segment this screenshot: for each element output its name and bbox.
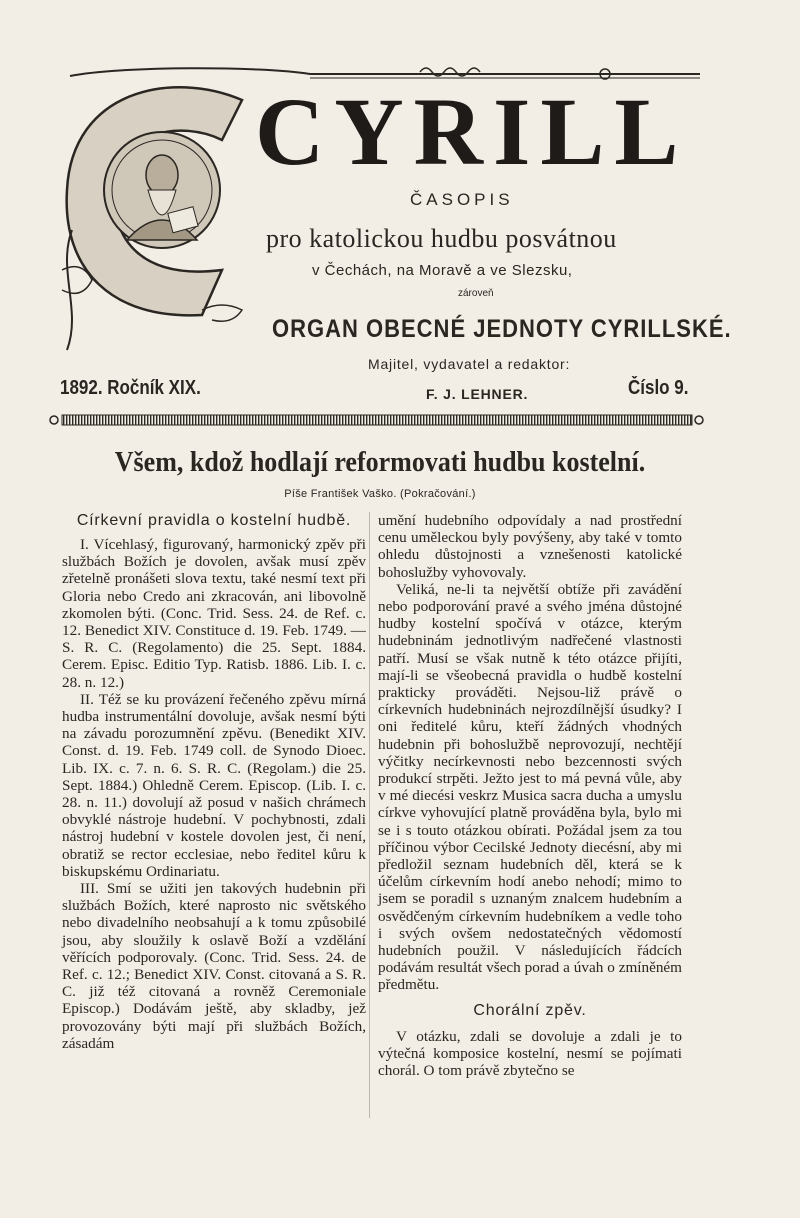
paragraph: I. Vícehlasý, figurovaný, harmonický zpěv při službách Božích je dovolen, avšak musí zpěv zřetelně pronášeti slova textu, také nesmí text při Gloria nebo Credo ani zkracován, ani libovolně zkomolen býti. (Conc. Trid. Sess. 24. de Ref. c. 12. Benedict XIV. Constituce d. 19. Feb. 1749. — S. R. C. (Regolamento) die 25. Sept. 1884. Cerem. Episc. Editio Typ. Ratisb. 1886. Lib. I. c. 28. n. 12.) [62, 536, 366, 691]
paragraph: III. Smí se užiti jen takových hudebnin při službách Božích, které naprosto nic světského nebo divadelního neobsahují a k tomu způsobilé jsou, aby sloužily k oslavě Boží a vzdělání věřících podporovaly. (Conc. Trid. Sess. 24. de Ref. c. 12.; Benedict XIV. Const. citovaná a S. R. C. již též citovaná a rovněž Ceremoniale Episcop.) Dodávám ještě, aby skladby, jež provozovány býti mají při službách Božích, zásadám [62, 880, 366, 1052]
header-rule [48, 412, 706, 428]
article-byline: Píše František Vaško. (Pokračování.) [284, 488, 476, 500]
subtitle-line-1: pro katolickou hudbu posvátnou [266, 224, 617, 253]
paragraph: umění hudebního odpovídaly a nad prostřední cenu uměleckou byly povýšeny, aby také v tomto ohledu důstojnosti a vznešenosti katolické bohoslužby vyhovovaly. [378, 512, 682, 581]
article-title: Všem, kdož hodlají reformovati hudbu kostelní. [114, 446, 646, 478]
section-heading-choral: Chorální zpěv. [473, 1001, 587, 1019]
journal-title: CYRILL [255, 78, 689, 185]
subtitle-zaroven: zároveň [458, 288, 494, 299]
organ-line: ORGAN OBECNÉ JEDNOTY CYRILLSKÉ. [272, 314, 732, 343]
section-heading: Církevní pravidla o kostelní hudbě. [76, 512, 352, 529]
subtitle-line-2: v Čechách, na Moravě a ve Slezsku, [312, 262, 573, 279]
paragraph: II. Též se ku provázení řečeného zpěvu mírná hudba instrumentální dovoluje, avšak nesmí býti na závadu porozumnění zpěvu. (Benedikt XIV. Const. d. 19. Feb. 1749 coll. de Synodo Dioec. Lib. IX. c. 7. n. 6. S. R. C. (Regolam.) die 25. Sept. 1884.) Ohledně Cerem. Episcop. (Lib. I. c. 28. n. 11.) dovolují až posud v našich chrámech obvyklé nástroje hudební. V pochybnosti, zdali nástroj hudební v kostele dovolen jest, či není, obratiž se rector ecclesiae, nebo ředitel kůru k biskupskému Ordinariatu. [62, 690, 366, 880]
saint-portrait-initial [52, 70, 262, 360]
publisher-label: Majitel, vydavatel a redaktor: [368, 356, 571, 372]
column-divider [369, 512, 370, 1118]
year-volume: 1892. Ročník XIX. [60, 376, 201, 399]
editor-name: F. J. LEHNER. [426, 386, 529, 402]
subtitle-label: ČASOPIS [410, 190, 514, 209]
right-column [378, 512, 682, 1079]
left-column [62, 512, 366, 1052]
issue-number: Číslo 9. [628, 376, 689, 399]
paragraph: V otázku, zdali se dovoluje a zdali je to výtečná komposice kostelní, nesmí se pojímati chorál. O tom právě zbytečno se [378, 1027, 682, 1080]
paragraph: Veliká, ne-li ta největší obtíže při zavádění nebo podporování pravé a svého jména důstojné hudby kostelní spočívá v otázce, kterým hudebninám jednotlivým nadřečené vlastnosti patří. Musí se však nutně k této otázce přijíti, mají-li se všeobecná pravidla o hudbě kostelní prakticky prováděti. Nejsou-liž právě o církevních hudebninách nejrozdílnější úsudky? I oni ředitelé kůru, kteří žádných vhodných hudebnin při bohoslužbě neprovozují, nechtějí výčitky necírkevnosti nebo bezcennosti svých produkcí strpěti. Ježto jest to má pevná vůle, aby v mé diecési veskrz Musica sacra ducha a umyslu církve vyhovující platně prováděna byla, bylo mi se i s touto otázkou obírati. Požádal jsem za tou příčinou výbor Cecilské Jednoty diecésní, aby mi předložil seznam hudebních děl, která se k účelům církevním hodí anebo nehodí; mimo to jsem se poradil s uznaným znalcem hudebním a osvědčeným církevním hudebníkem a vedle toho i svých ovšem nedostatečných vědomostí hudebních použil. V následujících řádcích podávám resultát všech porad a úvah o zmíněném předmětu. [378, 580, 682, 994]
